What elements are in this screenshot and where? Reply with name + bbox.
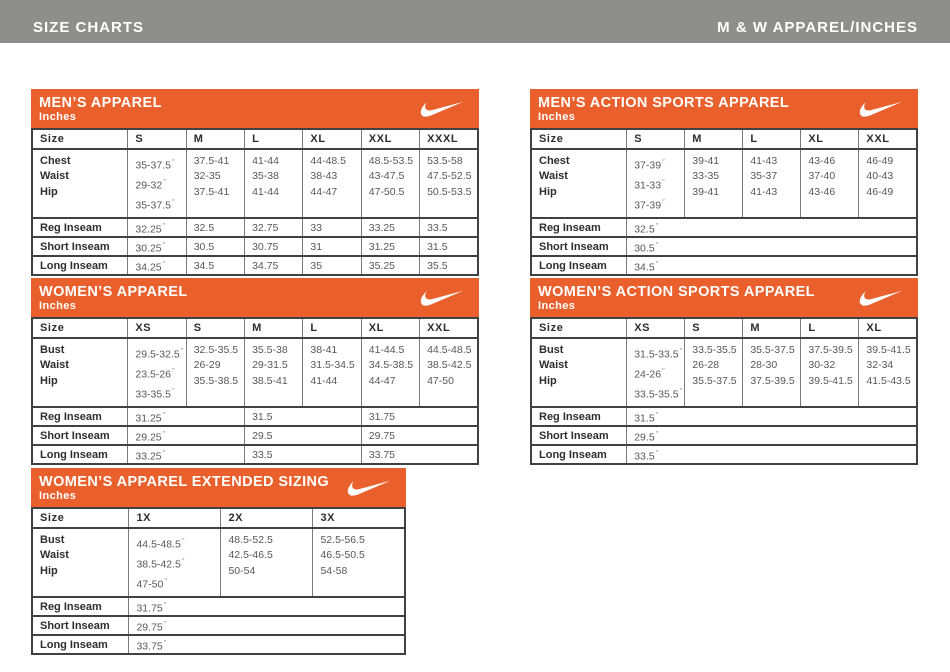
nike-swoosh-icon	[857, 100, 905, 117]
inseam-row	[32, 256, 478, 275]
column-header: XXXL	[420, 129, 478, 149]
inseam-value: 30.5″	[627, 237, 917, 256]
measurement-label: Waist	[40, 359, 69, 372]
measurement-value: 46-49	[866, 185, 894, 198]
inseam-value: 29.25″	[128, 426, 245, 445]
inseam-label: Reg Inseam	[539, 410, 601, 423]
measurement-value: 31.5-34.5	[310, 359, 355, 372]
measurement-value: 29-31.5	[252, 359, 288, 372]
measurement-labels	[32, 149, 128, 218]
measurement-value: 52.5-56.5	[320, 534, 365, 546]
table-title: WOMEN’S ACTION SPORTS APPAREL	[538, 283, 815, 300]
inch-mark: ″	[180, 346, 184, 355]
page-title: SIZE CHARTS	[33, 19, 145, 36]
measurement-label: Hip	[40, 185, 58, 198]
inseam-value: 31.75	[361, 407, 478, 426]
inseam-row	[531, 218, 917, 237]
inch-mark: ″	[655, 239, 659, 249]
measurement-value: 41.5-43.5	[866, 374, 911, 387]
inch-mark: ″	[655, 447, 659, 457]
measurements-row	[531, 149, 917, 218]
measurement-value: 24-26″	[634, 365, 665, 381]
table-header	[31, 468, 406, 507]
inseam-value: 33	[303, 218, 361, 237]
measurement-labels	[32, 528, 129, 597]
column-header: 3X	[313, 508, 405, 528]
size-column-header: Size	[40, 133, 65, 145]
inseam-value: 32.5	[186, 218, 244, 237]
table-subtitle: Inches	[39, 489, 77, 502]
measurement-value: 35.5-37.5	[750, 344, 795, 356]
table-title: MEN’S APPAREL	[39, 94, 162, 111]
inseam-value: 31.25″	[128, 407, 245, 426]
measurement-values	[420, 338, 478, 407]
inseam-row	[531, 237, 917, 256]
measurement-value: 37-40	[808, 170, 836, 183]
inseam-value: 29.5	[245, 426, 362, 445]
measurement-value: 38-43	[310, 170, 338, 183]
measurement-values	[361, 338, 419, 407]
measurement-value: 47.5-52.5	[427, 170, 472, 183]
inseam-value: 31.5	[420, 237, 478, 256]
inseam-label: Long Inseam	[539, 259, 607, 272]
inseam-value: 33.5	[245, 445, 362, 464]
measurement-value: 35.5-37.5	[692, 374, 737, 387]
column-header: XL	[859, 318, 917, 338]
inch-mark: ″	[172, 385, 175, 395]
inseam-label: Reg Inseam	[40, 410, 102, 423]
inch-mark: ″	[679, 385, 683, 395]
measurement-value: 39.5-41.5	[808, 374, 853, 387]
inch-mark: ″	[655, 258, 659, 268]
measurement-label: Waist	[40, 549, 69, 562]
table-title: WOMEN’S APPAREL	[39, 283, 188, 300]
measurement-values	[245, 338, 303, 407]
measurement-value: 37-39″	[634, 196, 665, 212]
column-header: M	[245, 318, 303, 338]
measurement-values	[361, 149, 419, 218]
measurement-values	[303, 338, 361, 407]
inseam-value: 32.5″	[627, 218, 917, 237]
inseam-value: 33.75	[361, 445, 478, 464]
measurement-value: 40-43	[866, 170, 894, 183]
nike-swoosh-icon	[857, 289, 905, 306]
inch-mark: ″	[162, 239, 166, 249]
table-title: MEN’S ACTION SPORTS APPAREL	[538, 94, 790, 111]
inch-mark: ″	[679, 346, 683, 355]
inseam-value: 34.5	[186, 256, 244, 275]
measurement-value: 35.5-38.5	[193, 374, 239, 387]
measurement-value: 26-29	[193, 359, 221, 372]
inch-mark: ″	[163, 637, 167, 647]
measurement-values	[743, 338, 801, 407]
column-header: S	[186, 318, 244, 338]
column-header: S	[627, 129, 685, 149]
measurement-labels	[531, 149, 627, 218]
inseam-value: 31.5″	[627, 407, 917, 426]
inch-mark: ″	[655, 428, 659, 438]
column-header: L	[303, 318, 361, 338]
inseam-value: 32.75	[245, 218, 303, 237]
table-title: WOMEN’S APPAREL EXTENDED SIZING	[39, 473, 330, 490]
inseam-value: 33.5″	[627, 445, 917, 464]
column-header: XL	[801, 129, 859, 149]
inseam-row	[531, 445, 917, 464]
inseam-value: 33.5	[420, 218, 478, 237]
column-header: S	[685, 318, 743, 338]
inseam-label: Reg Inseam	[40, 221, 102, 234]
inseam-row	[32, 218, 478, 237]
column-header: M	[186, 129, 244, 149]
measurement-value: 44.5-48.5″	[136, 536, 185, 551]
measurement-value: 44-48.5	[310, 155, 347, 167]
measurements-row	[531, 338, 917, 407]
inseam-value: 33.25	[361, 218, 419, 237]
table-header	[530, 89, 918, 128]
column-header: M	[743, 318, 801, 338]
measurement-value: 44-47	[310, 185, 338, 198]
measurement-value: 41-44	[252, 155, 279, 167]
table-subtitle: Inches	[39, 299, 77, 312]
measurement-label: Hip	[539, 185, 557, 198]
measurement-values	[801, 149, 859, 218]
measurement-values	[859, 338, 917, 407]
inseam-value: 34.25″	[128, 256, 186, 275]
table-mens-action-sports-apparel	[530, 89, 918, 276]
inseam-value: 30.5	[186, 237, 244, 256]
inseam-row	[32, 407, 478, 426]
inch-mark: ″	[163, 176, 166, 186]
inch-mark: ″	[655, 409, 659, 419]
measurement-value: 42.5-46.5	[228, 549, 273, 562]
measurement-values	[685, 338, 743, 407]
measurement-values	[245, 149, 303, 218]
nike-swoosh-icon	[345, 479, 393, 496]
measurement-value: 39-41	[692, 185, 720, 198]
measurement-value: 38.5-42.5	[427, 359, 472, 372]
measurement-value: 32-34	[866, 359, 894, 372]
inseam-label: Reg Inseam	[539, 221, 601, 234]
inseam-value: 29.75	[361, 426, 478, 445]
measurement-labels	[531, 338, 627, 407]
column-header: 2X	[221, 508, 313, 528]
measurement-values	[313, 528, 405, 597]
inseam-label: Reg Inseam	[40, 600, 102, 613]
measurement-value: 47-50″	[136, 575, 167, 591]
inseam-value: 35	[303, 256, 361, 275]
column-header: XL	[361, 318, 419, 338]
measurement-value: 29.5-32.5″	[135, 346, 184, 361]
inseam-value: 33.25″	[128, 445, 245, 464]
measurements-row	[32, 528, 405, 597]
measurement-values	[186, 338, 244, 407]
inch-mark: ″	[162, 447, 166, 457]
inseam-value: 31.25	[361, 237, 419, 256]
measurement-value: 41-44	[310, 374, 338, 387]
measurement-value: 48.5-52.5	[228, 534, 273, 546]
measurement-value: 41-43	[750, 185, 778, 198]
inseam-label: Short Inseam	[539, 240, 609, 253]
measurement-value: 43-47.5	[368, 170, 405, 183]
inseam-row	[531, 407, 917, 426]
inseam-label: Short Inseam	[40, 619, 110, 632]
inch-mark: ″	[662, 196, 665, 206]
inseam-label: Long Inseam	[40, 448, 108, 461]
measurement-value: 39-41	[692, 155, 720, 167]
size-column-header: Size	[40, 322, 65, 334]
inseam-row	[531, 256, 917, 275]
table-header	[31, 89, 479, 128]
inseam-label: Long Inseam	[40, 638, 108, 651]
measurement-value: 33.5-35.5	[692, 344, 737, 356]
column-header: M	[685, 129, 743, 149]
measurement-value: 37.5-41	[193, 185, 230, 198]
measurement-value: 37.5-41	[193, 155, 230, 167]
inch-mark: ″	[162, 258, 166, 268]
measurement-values	[129, 528, 221, 597]
measurement-value: 54-58	[320, 564, 348, 577]
table-subtitle: Inches	[538, 299, 576, 312]
inch-mark: ″	[172, 365, 175, 375]
measurement-value: 32.5-35.5	[193, 344, 239, 356]
inch-mark: ″	[181, 555, 185, 565]
measurement-value: 38-41	[310, 344, 338, 356]
inseam-value: 32.25″	[128, 218, 186, 237]
measurement-value: 41-43	[750, 155, 778, 167]
table-mens-apparel	[31, 89, 479, 276]
measurement-label: Waist	[539, 359, 568, 372]
inch-mark: ″	[662, 176, 665, 186]
measurement-value: 33.5-35.5″	[634, 385, 683, 401]
measurement-value: 50.5-53.5	[427, 185, 472, 198]
inch-mark: ″	[162, 409, 166, 419]
inseam-value: 30.75	[245, 237, 303, 256]
measurement-value: 33-35.5″	[135, 385, 175, 401]
table-subtitle: Inches	[538, 110, 576, 123]
size-column-header: Size	[539, 133, 564, 145]
size-table	[31, 317, 479, 465]
measurement-values	[743, 149, 801, 218]
page-subtitle: M & W APPAREL/INCHES	[717, 19, 918, 36]
measurements-row	[32, 338, 478, 407]
nike-swoosh-icon	[418, 289, 466, 306]
measurement-value: 30-32	[808, 359, 836, 372]
measurement-value: 53.5-58	[427, 155, 463, 167]
inch-mark: ″	[181, 536, 185, 545]
inch-mark: ″	[662, 157, 665, 166]
measurement-values	[420, 149, 478, 218]
measurement-value: 39.5-41.5	[866, 344, 911, 356]
column-header: XXL	[361, 129, 419, 149]
measurement-label: Chest	[40, 155, 71, 167]
measurement-label: Hip	[40, 564, 58, 577]
measurement-value: 50-54	[228, 564, 256, 577]
measurement-value: 47-50	[427, 374, 454, 387]
inseam-value: 34.75	[245, 256, 303, 275]
size-table	[530, 317, 918, 465]
measurement-value: 32-35	[193, 170, 221, 183]
size-column-header: Size	[40, 512, 65, 524]
inch-mark: ″	[172, 196, 175, 206]
size-column-header: Size	[539, 322, 564, 334]
measurement-value: 35-37	[750, 170, 778, 183]
page-header-bar	[0, 0, 950, 43]
inseam-value: 31.5	[245, 407, 362, 426]
table-header	[31, 278, 479, 317]
table-header	[530, 278, 918, 317]
measurement-value: 29-32″	[135, 176, 166, 192]
measurement-values	[627, 149, 685, 218]
measurement-label: Bust	[40, 344, 65, 356]
measurement-values	[859, 149, 917, 218]
inch-mark: ″	[172, 157, 175, 166]
measurement-label: Waist	[40, 170, 69, 183]
measurement-value: 28-30	[750, 359, 778, 372]
measurement-values	[128, 338, 186, 407]
measurement-value: 35-38	[252, 170, 279, 183]
inseam-label: Long Inseam	[40, 259, 108, 272]
measurement-label: Hip	[40, 374, 58, 387]
inseam-row	[32, 445, 478, 464]
measurement-value: 31-33″	[634, 176, 665, 192]
measurement-values	[221, 528, 313, 597]
measurement-value: 44.5-48.5	[427, 344, 472, 356]
inseam-value: 29.75″	[129, 616, 405, 635]
measurement-value: 44-47	[368, 374, 396, 387]
inseam-label: Long Inseam	[539, 448, 607, 461]
table-subtitle: Inches	[39, 110, 77, 123]
inseam-value: 31.75″	[129, 597, 405, 616]
inseam-value: 34.5″	[627, 256, 917, 275]
measurement-value: 47-50.5	[368, 185, 405, 198]
measurement-value: 38.5-41	[252, 374, 288, 387]
inseam-value: 30.25″	[128, 237, 186, 256]
measurement-value: 34.5-38.5	[368, 359, 414, 372]
nike-swoosh-icon	[418, 100, 466, 117]
inseam-value: 35.25	[361, 256, 419, 275]
measurement-value: 43-46	[808, 185, 836, 198]
measurement-value: 46.5-50.5	[320, 549, 365, 562]
measurement-label: Waist	[539, 170, 568, 183]
inseam-row	[531, 426, 917, 445]
inch-mark: ″	[163, 599, 167, 609]
measurement-label: Chest	[539, 155, 570, 167]
inseam-label: Short Inseam	[40, 429, 110, 442]
measurement-value: 37.5-39.5	[808, 344, 853, 356]
measurement-value: 38.5-42.5″	[136, 555, 185, 571]
measurement-values	[685, 149, 743, 218]
measurement-value: 33-35	[692, 170, 720, 183]
inseam-value: 33.75″	[129, 635, 405, 654]
measurement-value: 37.5-39.5	[750, 374, 795, 387]
inseam-value: 29.5″	[627, 426, 917, 445]
measurement-value: 41-44.5	[368, 344, 405, 356]
measurement-values	[128, 149, 186, 218]
measurement-value: 31.5-33.5″	[634, 346, 683, 361]
measurement-value: 48.5-53.5	[368, 155, 414, 167]
size-table	[31, 128, 479, 276]
table-womens-apparel-extended-sizing	[31, 468, 406, 655]
inseam-value: 31	[303, 237, 361, 256]
measurement-label: Bust	[40, 534, 65, 546]
column-header: XS	[128, 318, 186, 338]
inseam-row	[32, 616, 405, 635]
column-header: XS	[627, 318, 685, 338]
measurement-value: 35-37.5″	[135, 157, 175, 172]
column-header: L	[245, 129, 303, 149]
column-header: L	[801, 318, 859, 338]
measurement-value: 41-44	[252, 185, 279, 198]
column-header: L	[743, 129, 801, 149]
measurement-value: 37-39″	[634, 157, 665, 172]
column-header: XXL	[859, 129, 917, 149]
measurement-value: 23.5-26″	[135, 365, 175, 381]
column-header: XXL	[420, 318, 478, 338]
inseam-row	[32, 635, 405, 654]
inch-mark: ″	[164, 575, 167, 585]
measurement-label: Hip	[539, 374, 557, 387]
inch-mark: ″	[163, 618, 167, 628]
column-header: S	[128, 129, 186, 149]
measurement-labels	[32, 338, 128, 407]
measurement-value: 35-37.5″	[135, 196, 175, 212]
measurement-label: Bust	[539, 344, 564, 356]
measurement-value: 26-28	[692, 359, 720, 372]
inseam-row	[32, 426, 478, 445]
measurement-values	[627, 338, 685, 407]
inch-mark: ″	[162, 220, 166, 230]
column-header: 1X	[129, 508, 221, 528]
measurement-value: 46-49	[866, 155, 894, 167]
table-womens-apparel	[31, 278, 479, 465]
column-header: XL	[303, 129, 361, 149]
inch-mark: ″	[662, 365, 665, 375]
inseam-label: Short Inseam	[539, 429, 609, 442]
inch-mark: ″	[655, 220, 659, 230]
measurement-values	[303, 149, 361, 218]
inseam-row	[32, 597, 405, 616]
measurement-values	[186, 149, 244, 218]
measurement-values	[801, 338, 859, 407]
table-womens-action-sports-apparel	[530, 278, 918, 465]
size-table	[530, 128, 918, 276]
inseam-row	[32, 237, 478, 256]
inseam-value: 35.5	[420, 256, 478, 275]
inch-mark: ″	[162, 428, 166, 438]
measurement-value: 43-46	[808, 155, 836, 167]
measurements-row	[32, 149, 478, 218]
inseam-label: Short Inseam	[40, 240, 110, 253]
measurement-value: 35.5-38	[252, 344, 288, 356]
size-table	[31, 507, 406, 655]
